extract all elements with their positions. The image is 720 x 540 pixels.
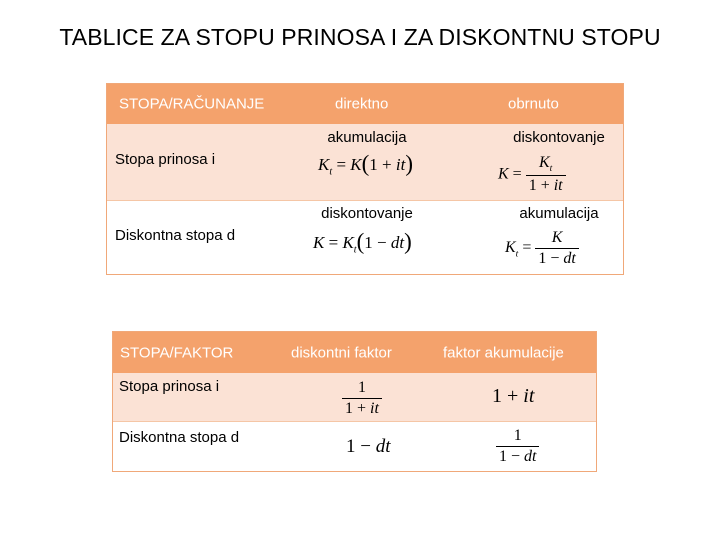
header-col2: obrnuto bbox=[508, 95, 559, 113]
row2-col1-caption: diskontovanje bbox=[321, 205, 413, 222]
header-col1: direktno bbox=[335, 95, 389, 113]
header-col0: STOPA/RAČUNANJE bbox=[119, 95, 265, 113]
row2-label: Diskontna stopa d bbox=[115, 227, 236, 244]
table-header bbox=[107, 84, 623, 124]
header-col2: faktor akumulacije bbox=[443, 344, 564, 361]
row-divider bbox=[107, 200, 623, 201]
row1-label: Stopa prinosa i bbox=[115, 151, 216, 168]
table-stopa-racunanje bbox=[106, 83, 624, 275]
formula-k-discount: K = $\frac{K_t}{1 + it}$ bbox=[498, 154, 566, 195]
header-col1: diskontni faktor bbox=[291, 344, 392, 361]
table-header bbox=[113, 332, 596, 373]
table-stopa-faktor bbox=[112, 331, 597, 472]
formula-k-discount-d: $K = K_t(1 - dt)$ bbox=[313, 229, 412, 256]
formula-kt-accumulation-d: $K_t$ = $\frac{K}{1 - dt}$ bbox=[505, 229, 579, 268]
formula-accumulation-factor-d: $\frac{1}{1 - dt}$ bbox=[496, 427, 539, 466]
row1-col1-caption: akumulacija bbox=[327, 129, 407, 146]
formula-kt-accumulation: $K_t = K(1 + it)$ bbox=[318, 151, 413, 178]
row2-col2-caption: akumulacija bbox=[519, 205, 599, 222]
header-col0: STOPA/FAKTOR bbox=[120, 344, 234, 361]
row-divider bbox=[113, 421, 596, 422]
row2-label: Diskontna stopa d bbox=[119, 429, 240, 446]
formula-discount-factor-i: $\frac{1}{1 + it}$ bbox=[342, 379, 382, 418]
formula-accumulation-factor-i: 1 + it bbox=[492, 385, 535, 407]
row1-label: Stopa prinosa i bbox=[119, 378, 220, 395]
formula-discount-factor-d: 1 − dt bbox=[346, 436, 391, 457]
page-title: TABLICE ZA STOPU PRINOSA I ZA DISKONTNU STOPU bbox=[59, 24, 661, 50]
row1-col2-caption: diskontovanje bbox=[513, 129, 605, 146]
